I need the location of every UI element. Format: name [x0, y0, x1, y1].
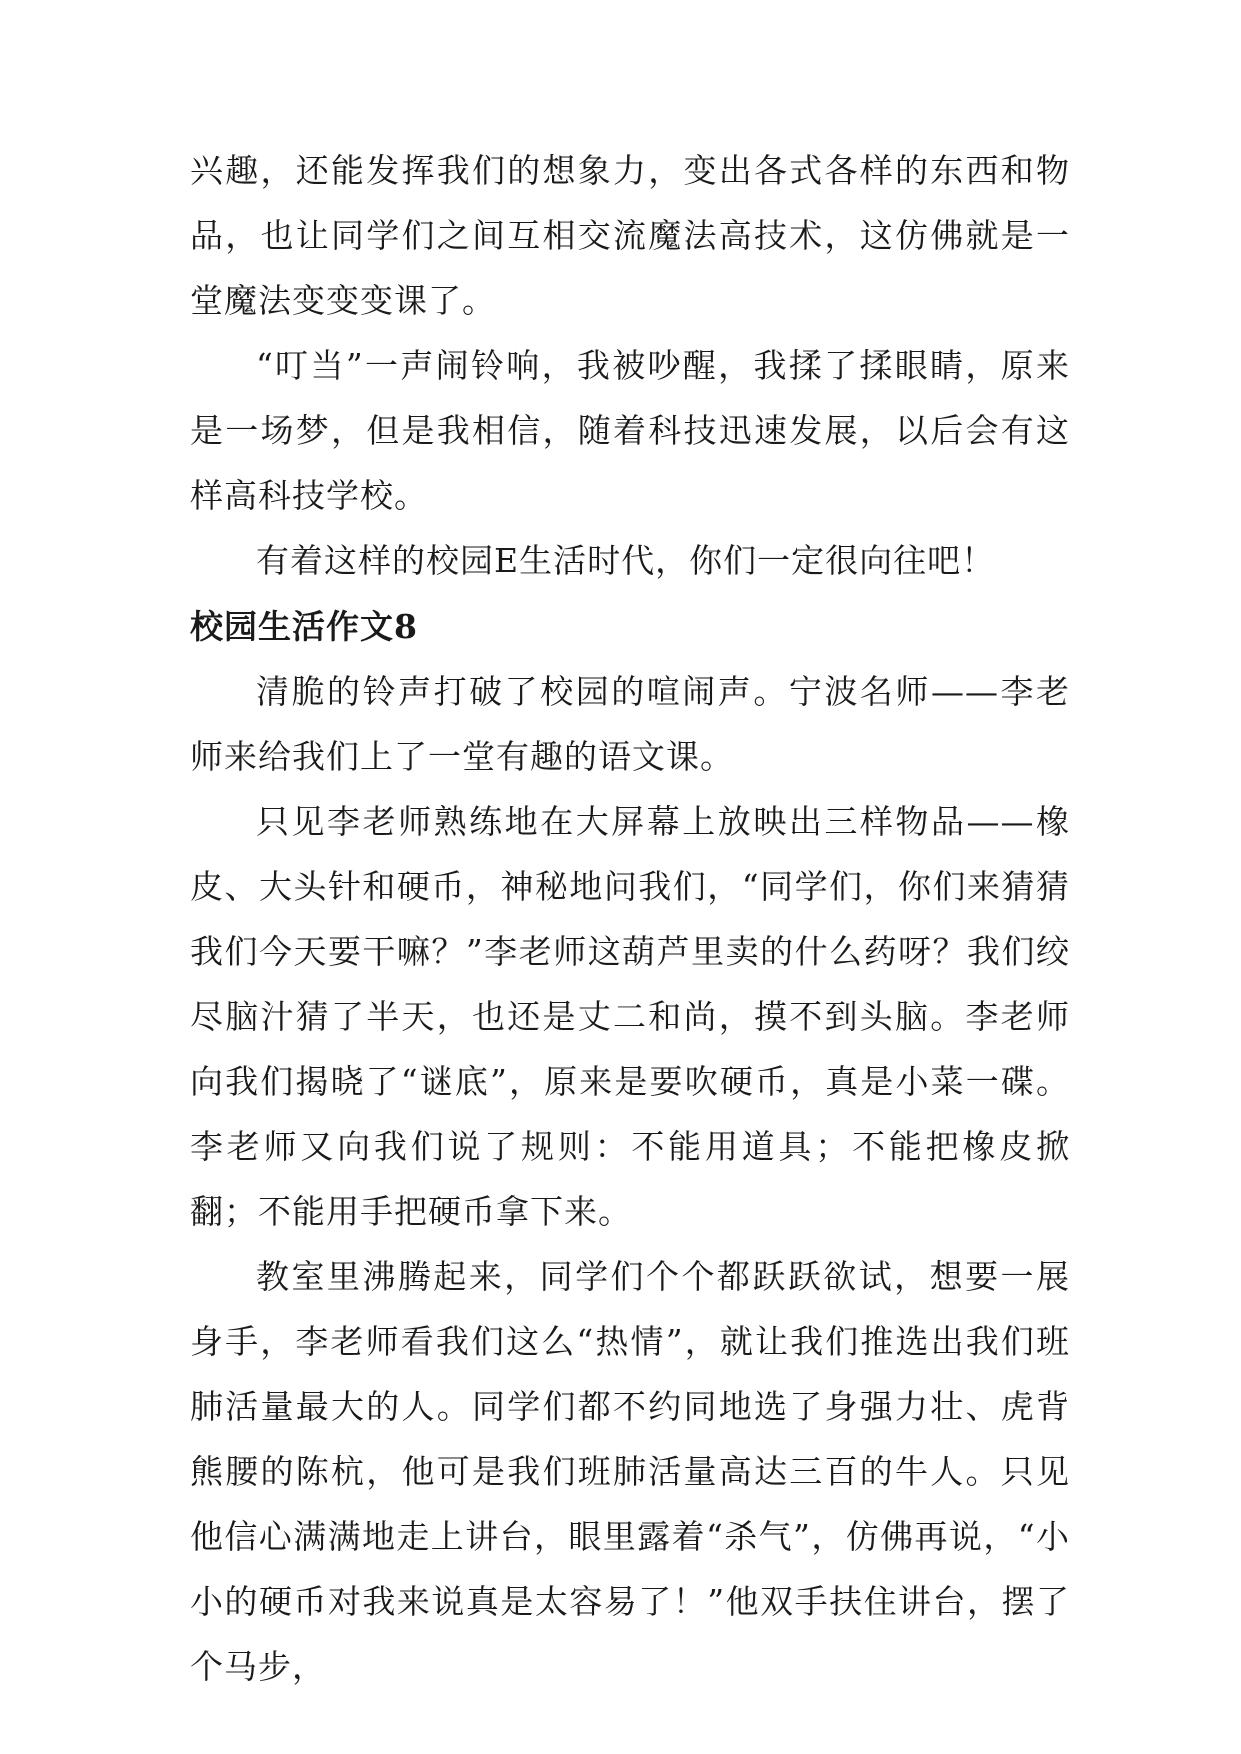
- paragraph: “叮当”一声闹铃响，我被吵醒，我揉了揉眼睛，原来是一场梦，但是我相信，随着科技迅速发展，以后会有这样高科技学校。: [190, 346, 1070, 515]
- essay-8: [190, 594, 1070, 1699]
- previous-essay-ending: [190, 138, 1070, 593]
- paragraph: 教室里沸腾起来，同学们个个都跃跃欲试，想要一展身手，李老师看我们这么“热情”，就让我们推选出我们班肺活量最大的人。同学们都不约同地选了身强力壮、虎背熊腰的陈杭，他可是我们班肺活量高达三百的牛人。只见他信心满满地走上讲台，眼里露着“杀气”，仿佛再说，“小小的硬币对我来说真是太容易了！”他双手扶住讲台，摆了个马步，: [190, 1257, 1070, 1686]
- paragraph: 兴趣，还能发挥我们的想象力，变出各式各样的东西和物品，也让同学们之间互相交流魔法高技术，这仿佛就是一堂魔法变变变课了。: [190, 151, 1070, 320]
- paragraph: 只见李老师熟练地在大屏幕上放映出三样物品——橡皮、大头针和硬币，神秘地问我们，“同学们，你们来猜猜我们今天要干嘛？”李老师这葫芦里卖的什么药呀？我们绞尽脑汁猜了半天，也还是丈二和尚，摸不到头脑。李老师向我们揭晓了“谜底”，原来是要吹硬币，真是小菜一碟。李老师又向我们说了规则：不能用道具；不能把橡皮掀翻；不能用手把硬币拿下来。: [190, 802, 1070, 1231]
- paragraph: 清脆的铃声打破了校园的喧闹声。宁波名师——李老师来给我们上了一堂有趣的语文课。: [190, 672, 1070, 776]
- paragraph: 有着这样的校园E生活时代，你们一定很向往吧！: [256, 541, 996, 580]
- essay-heading: 校园生活作文8: [190, 607, 418, 646]
